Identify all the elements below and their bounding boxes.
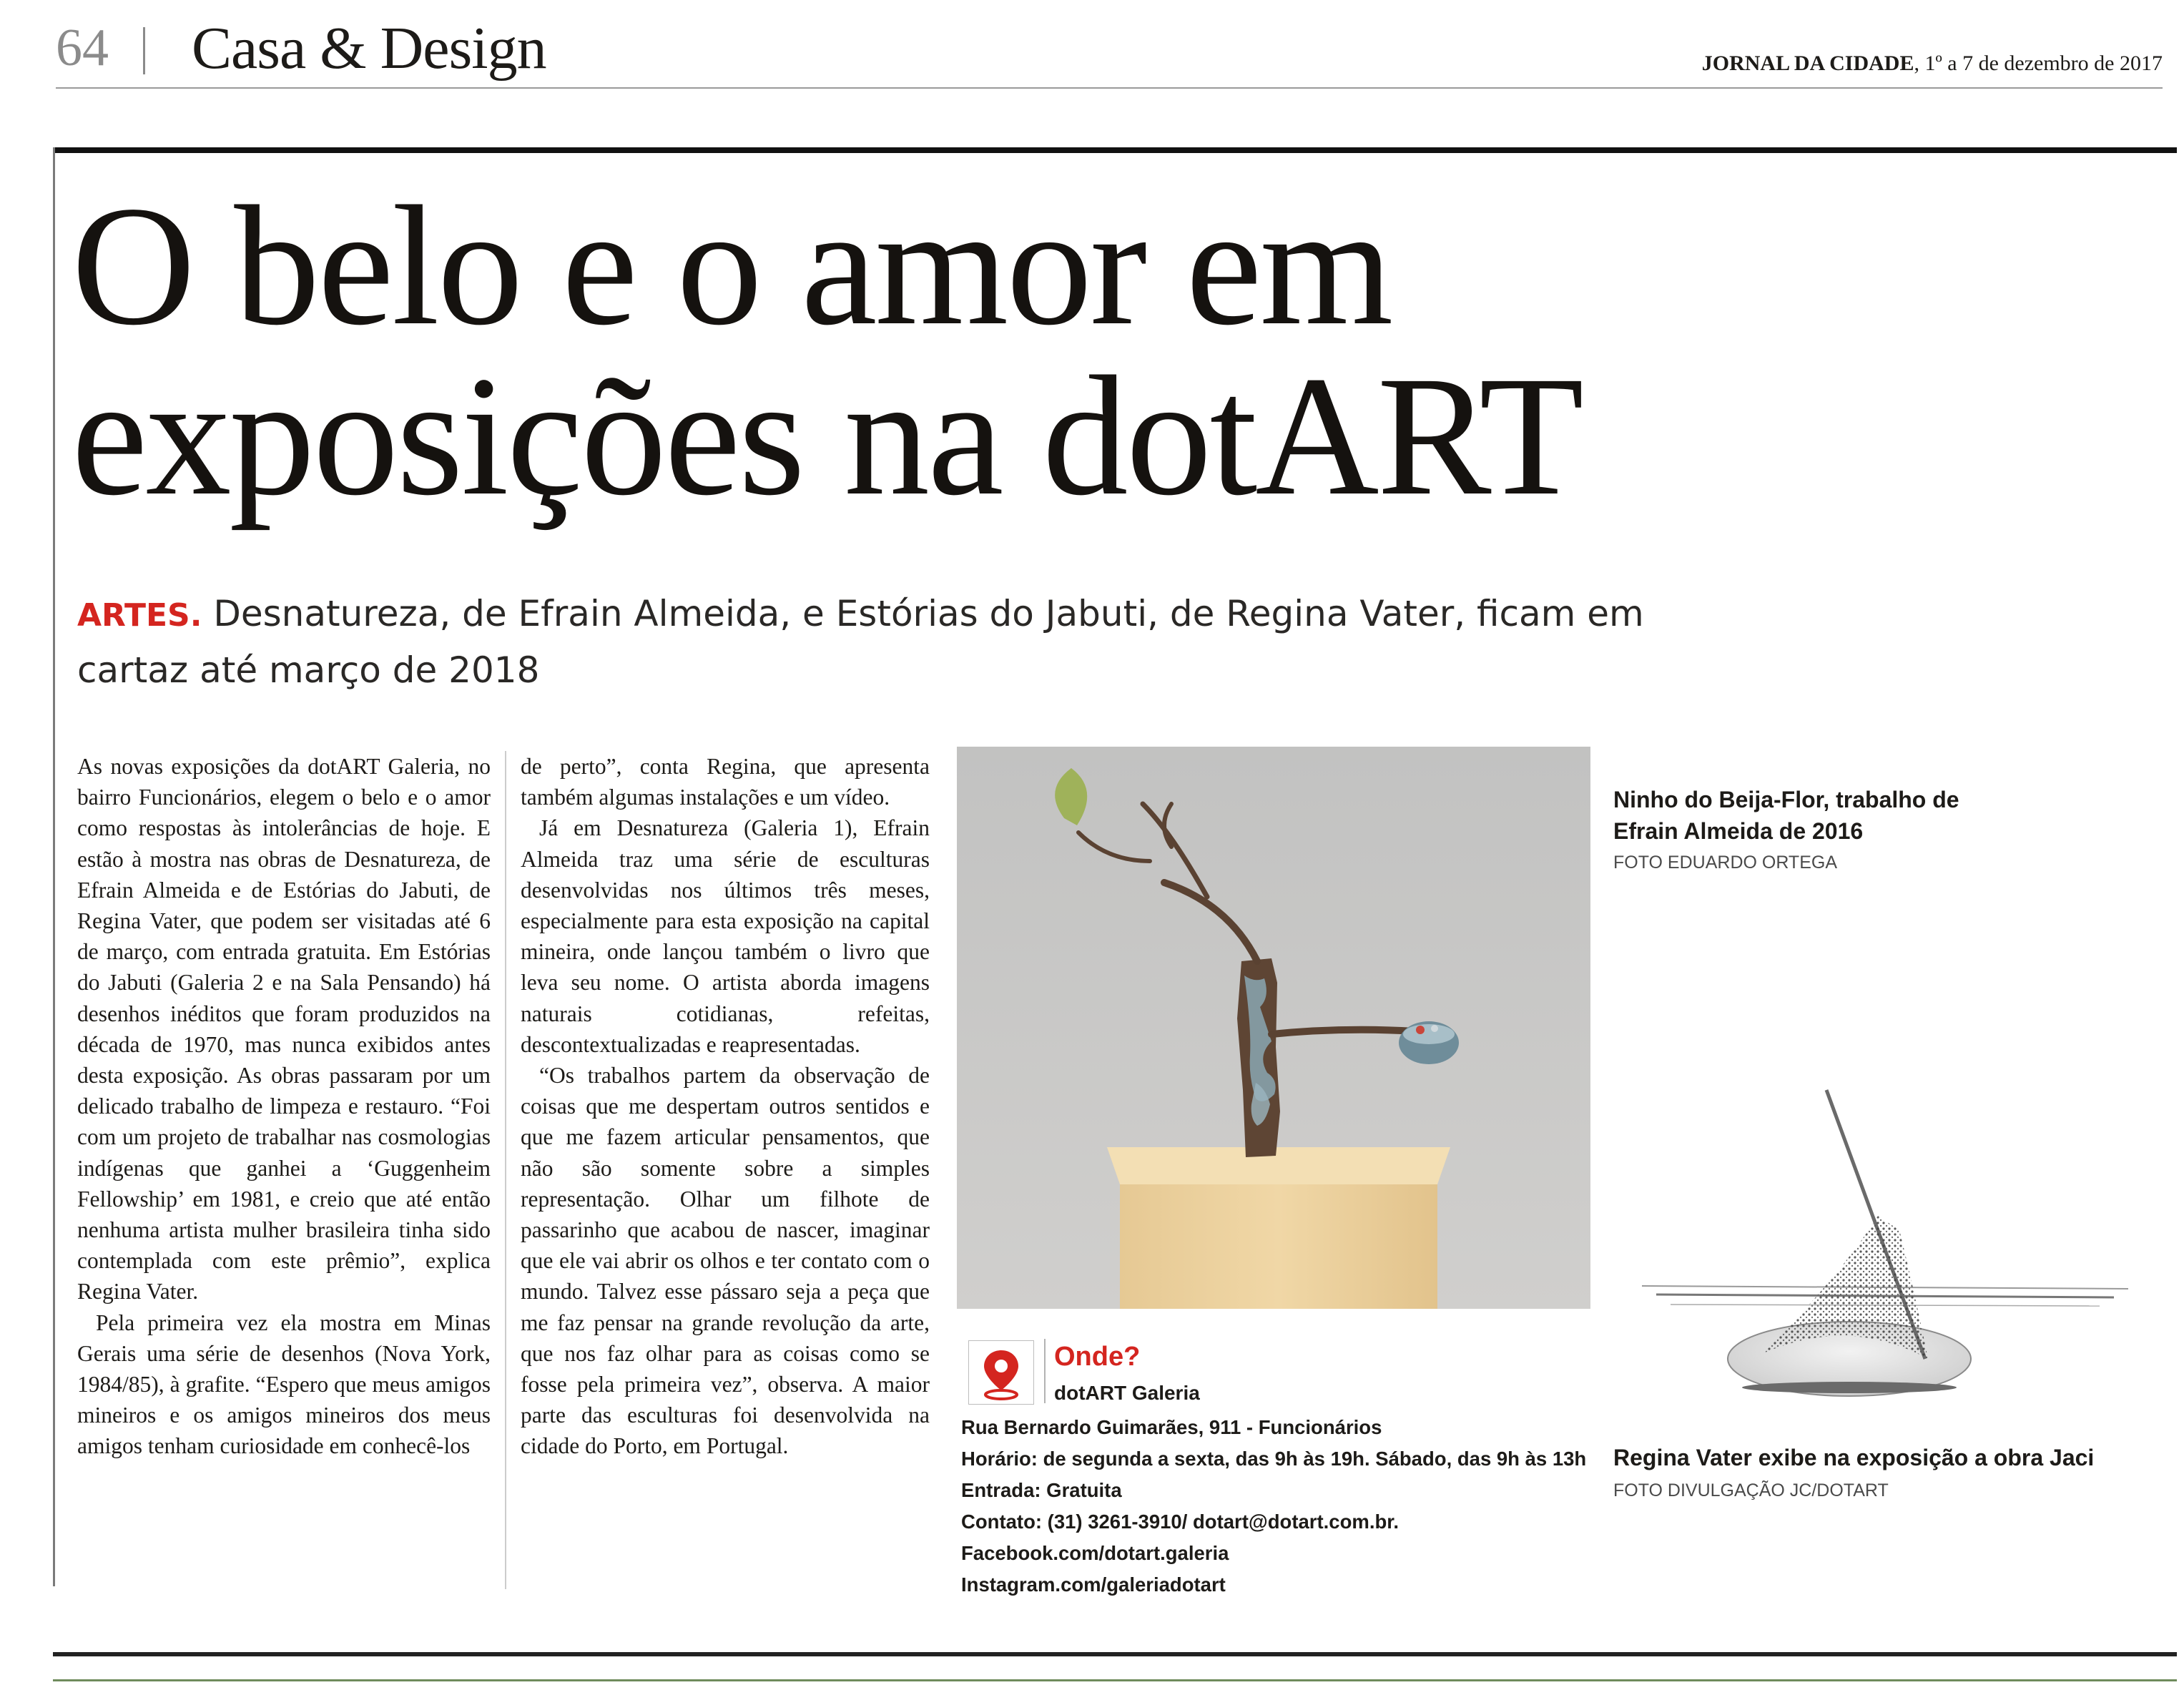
location-pin-icon (968, 1340, 1034, 1405)
info-instagram: Instagram.com/galeriadotart (961, 1573, 1226, 1596)
info-venue: dotART Galeria (1054, 1382, 1200, 1404)
info-entry: Entrada: Gratuita (961, 1479, 1122, 1501)
info-facebook: Facebook.com/dotart.galeria (961, 1542, 1229, 1564)
publication-line (1702, 51, 2163, 76)
jaci-drawing (1613, 958, 2157, 1422)
page-number: 64 (56, 19, 109, 77)
headline-line-1: O belo e o amor em (72, 170, 1392, 360)
photo-jaci (1613, 958, 2157, 1422)
info-divider (1044, 1339, 1046, 1403)
header-rule (56, 87, 2163, 89)
sculpture-illustration (957, 747, 1590, 1309)
article-column-1 (77, 751, 491, 1462)
photo1-caption: Ninho do Beija-Flor, trabalho de Efrain Almeida de 2016 (1613, 787, 1959, 844)
info-contact: Contato: (31) 3261-3910/ dotart@dotart.com.br. (961, 1510, 1400, 1533)
deck-kicker: ARTES. (77, 597, 202, 634)
photo-ninho-do-beija-flor (957, 747, 1590, 1309)
paragraph: de perto”, conta Regina, que apresenta também algumas instalações e um vídeo. (521, 754, 930, 810)
info-title: Onde? (1054, 1342, 1141, 1372)
paragraph: Já em Desnatureza (Galeria 1), Efrain Almeida traz uma série de esculturas desenvolvidas nos últimos três meses, especialmente para esta exposição na capital mineira, onde lançou também o livro que leva seu nome. O artista aborda imagens naturais cotidianas, refeitas, descontextualizadas e reapresentadas. (521, 815, 930, 1057)
article-frame-bottom (53, 1652, 2177, 1656)
page-bottom-rule (53, 1679, 2177, 1681)
photo2-credit: FOTO DIVULGAÇÃO JC/DOTART (1613, 1480, 1889, 1500)
photo2-caption: Regina Vater exibe na exposição a obra Jaci (1613, 1445, 2095, 1470)
headline-line-2: exposições na dotART (72, 340, 1582, 531)
info-hours: Horário: de segunda a sexta, das 9h às 19h. Sábado, das 9h às 13h (961, 1448, 1587, 1470)
header-divider (143, 27, 145, 74)
article-frame-left (53, 147, 55, 1586)
section-title: Casa & Design (192, 15, 546, 82)
paragraph: “Os trabalhos partem da observação de coisas que me despertam outros sentidos e que me fazem articular pensamentos, que não são somente sobre a simples representação. Olhar um filhote de passarinho que acabou de nascer, imaginar que ele vai abrir os olhos e ter contato com o mundo. Talvez esse pássaro seja a peça que me faz pensar na grande revolução da arte, que nos faz olhar para as coisas como se fosse pela primeira vez”, observa. A maior parte das esculturas foi desenvolvida na cidade do Porto, em Portugal. (521, 1063, 930, 1459)
deck-text: Desnatureza, de Efrain Almeida, e Estórias do Jabuti, de Regina Vater, ficam em cartaz até março de 2018 (77, 593, 1644, 691)
deck (77, 586, 1651, 697)
article-column-2 (521, 751, 930, 1462)
photo1-credit: FOTO EDUARDO ORTEGA (1613, 853, 1838, 873)
headline (72, 170, 2074, 531)
article-frame-top (53, 147, 2177, 153)
paragraph: Pela primeira vez ela mostra em Minas Gerais uma série de desenhos (Nova York, 1984/85), à grafite. “Espero que meus amigos mineiros e os amigos mineiros dos meus amigos tenham curiosidade em conhecê-los (77, 1310, 491, 1459)
column-divider (505, 751, 506, 1589)
info-address: Rua Bernardo Guimarães, 911 - Funcionários (961, 1416, 1382, 1438)
publication-date: , 1º a 7 de dezembro de 2017 (1914, 51, 2163, 75)
publication-name: JORNAL DA CIDADE (1701, 51, 1914, 75)
paragraph: As novas exposições da dotART Galeria, no bairro Funcionários, elegem o belo e o amor como respostas às intolerâncias de hoje. E estão à mostra nas obras de Desnatureza, de Efrain Almeida e de Estórias do Jabuti, de Regina Vater, que podem ser visitadas até 6 de março, com entrada gratuita. Em Estórias do Jabuti (Galeria 2 e na Sala Pensando) há desenhos inéditos que foram produzidos na década de 1970, mas nunca exibidos antes desta exposição. As obras passaram por um delicado trabalho de limpeza e restauro. “Foi com um projeto de trabalhar nas cosmologias indígenas que ganhei a ‘Guggenheim Fellowship’ em 1981, e creio que até então nenhuma artista mulher brasileira tinha sido contemplada com este prêmio”, explica Regina Vater. (77, 754, 491, 1305)
